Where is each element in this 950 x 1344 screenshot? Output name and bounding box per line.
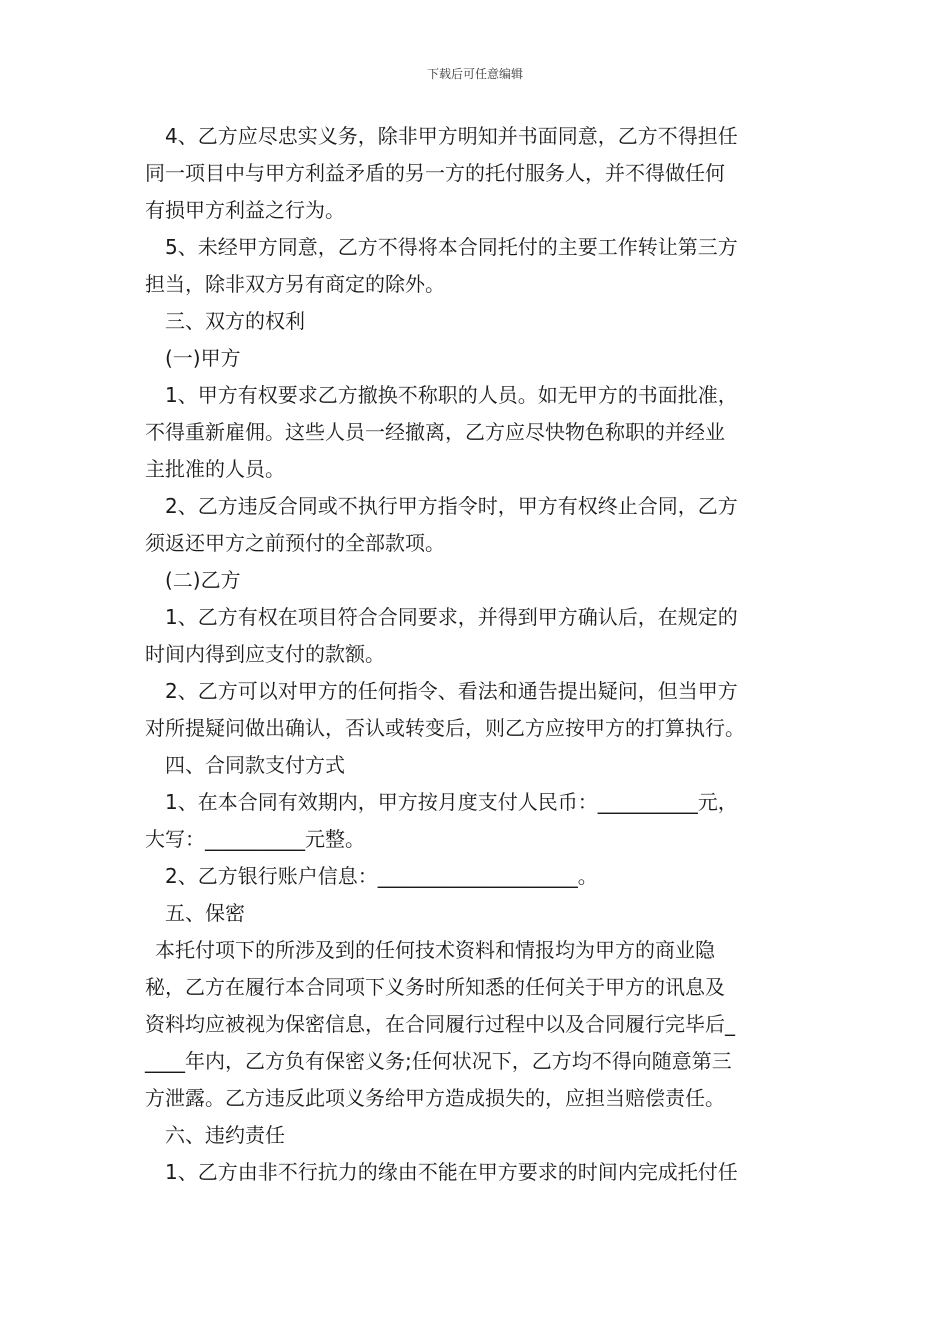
- text-line: 5、未经甲方同意，乙方不得将本合同托付的主要工作转让第三方: [165, 235, 738, 259]
- section-heading: [145, 747, 813, 784]
- section-heading: [145, 895, 813, 932]
- text-line: 2、乙方银行账户信息：____________________。: [165, 864, 598, 888]
- paragraph: [145, 784, 813, 858]
- page-header: 下载后可任意编辑: [426, 67, 523, 81]
- paragraph: [145, 858, 813, 895]
- paragraph: [145, 229, 813, 303]
- text-line: 不得重新雇佣。这些人员一经撤离，乙方应尽快物色称职的并经业: [145, 420, 725, 444]
- section-heading: [145, 303, 813, 340]
- text-line: 对所提疑问做出确认，否认或转变后，则乙方应按甲方的打算执行。: [145, 716, 745, 740]
- paragraph: [145, 488, 813, 562]
- text-line: 担当，除非双方另有商定的除外。: [145, 272, 445, 296]
- text-line: 四、合同款支付方式: [165, 753, 345, 777]
- text-line: 主批准的人员。: [145, 457, 285, 481]
- text-line: 须返还甲方之前预付的全部款项。: [145, 531, 445, 555]
- text-line: 1、在本合同有效期内，甲方按月度支付人民币：__________元，: [165, 790, 738, 814]
- section-heading: [145, 340, 813, 377]
- section-heading: [145, 562, 813, 599]
- paragraph: [145, 1154, 813, 1191]
- text-line: 1、乙方由非不行抗力的缘由不能在甲方要求的时间内完成托付任: [165, 1160, 738, 1184]
- text-line: (二)乙方: [165, 568, 241, 592]
- text-line: 1、甲方有权要求乙方撤换不称职的人员。如无甲方的书面批准，: [165, 383, 738, 407]
- text-line: 有损甲方利益之行为。: [145, 198, 345, 222]
- text-line: 2、乙方可以对甲方的任何指令、看法和通告提出疑问，但当甲方: [165, 679, 738, 703]
- document-body: [145, 118, 813, 1191]
- text-line: 秘，乙方在履行本合同项下义务时所知悉的任何关于甲方的讯息及: [145, 975, 725, 999]
- text-line: ____年内，乙方负有保密义务;任何状况下，乙方均不得向随意第三: [145, 1049, 732, 1073]
- text-line: 4、乙方应尽忠实义务，除非甲方明知并书面同意，乙方不得担任: [165, 124, 738, 148]
- text-line: 本托付项下的所涉及到的任何技术资料和情报均为甲方的商业隐: [155, 938, 715, 962]
- text-line: 时间内得到应支付的款额。: [145, 642, 385, 666]
- text-line: 资料均应被视为保密信息，在合同履行过程中以及合同履行完毕后_: [145, 1012, 735, 1036]
- text-line: 1、乙方有权在项目符合合同要求，并得到甲方确认后，在规定的: [165, 605, 738, 629]
- section-heading: [145, 1117, 813, 1154]
- text-line: 同一项目中与甲方利益矛盾的另一方的托付服务人，并不得做任何: [145, 161, 725, 185]
- paragraph: [145, 377, 813, 488]
- text-line: 六、违约责任: [165, 1123, 285, 1147]
- paragraph: [145, 932, 813, 1117]
- paragraph: [145, 118, 813, 229]
- text-line: 三、双方的权利: [165, 309, 305, 333]
- text-line: 方泄露。乙方违反此项义务给甲方造成损失的，应担当赔偿责任。: [145, 1086, 725, 1110]
- text-line: 五、保密: [165, 901, 245, 925]
- text-line: 大写：__________元整。: [145, 827, 365, 851]
- paragraph: [145, 599, 813, 673]
- text-line: 2、乙方违反合同或不执行甲方指令时，甲方有权终止合同，乙方: [165, 494, 738, 518]
- text-line: (一)甲方: [165, 346, 241, 370]
- paragraph: [145, 673, 813, 747]
